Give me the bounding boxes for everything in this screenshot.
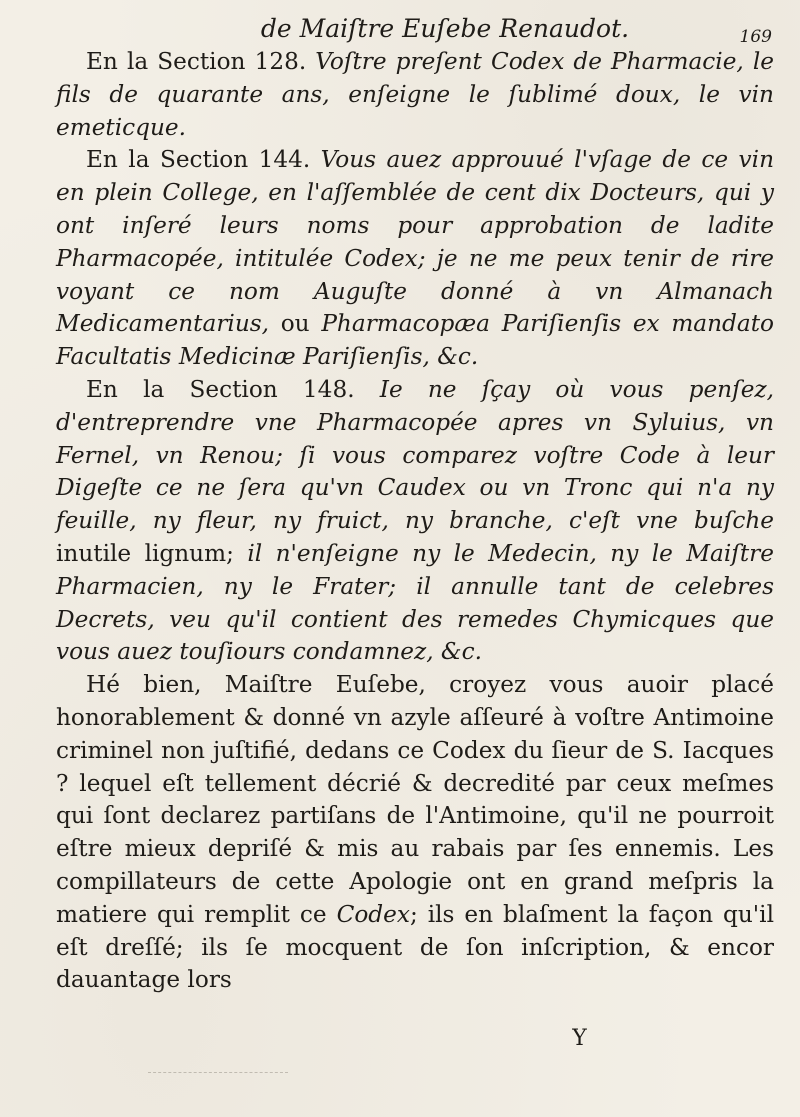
roman-text: ou bbox=[269, 310, 322, 338]
running-title: de Maiſtre Euſebe Renaudot. bbox=[260, 14, 630, 43]
quoted-passage: Vous auez approuué l'vſage de ce vin en plein College, en l'aſſemblée de cent dix Docteurs, qui y ont inſeré leurs noms pour approbation de ladite Pharmacopée, intitulée Codex; je ne me peux tenir de rire voyant ce nom Auguſte donné à vn Almanach Medicamentarius, bbox=[56, 146, 774, 338]
paragraph-section-148 bbox=[56, 374, 774, 669]
codex-word: Codex bbox=[336, 900, 410, 928]
quoted-passage: Pharmacopæa Pariſienſis ex mandato Facultatis Medicinæ Pariſienſis, &c. bbox=[56, 310, 775, 371]
section-lead: En la Section 144. bbox=[86, 146, 321, 174]
quoted-passage: Ie ne ſçay où vous penſez, d'entreprendre vne Pharmacopée apres vn Syluius, vn Fernel, vn Renou; ſi vous comparez voſtre Code à leur Digeſte ce ne ſera qu'vn Caudex ou vn Tronc qui n'a ny feuille, ny fleur, ny fruict, ny branche, c'eſt vne buſche bbox=[56, 375, 775, 535]
body-text bbox=[56, 46, 774, 997]
paragraph-commentary bbox=[56, 669, 774, 997]
signature-mark: Y bbox=[572, 1026, 588, 1051]
paragraph-section-128 bbox=[56, 46, 774, 144]
section-lead: En la Section 148. bbox=[86, 375, 380, 403]
quoted-passage: il n'enſeigne ny le Medecin, ny le Maiſtre Pharmacien, ny le Frater; il annulle tant de celebres Decrets, veu qu'il contient des remedes Chymicques que vous auez touſiours condamnez, &c. bbox=[56, 539, 774, 666]
scan-smudge bbox=[148, 1072, 288, 1083]
page-number: 169 bbox=[739, 27, 772, 47]
commentary-text: ; ils en blaſment la façon qu'il eſt dreſſé; ils ſe mocquent de ſon inſcription, & encor dauantage lors bbox=[56, 900, 774, 994]
paragraph-section-144 bbox=[56, 144, 774, 374]
commentary-text: Hé bien, Maiſtre Euſebe, croyez vous auoir placé honorablement & donné vn azyle aſſeuré à voſtre Antimoine criminel non juſtifié, dedans ce Codex du ſieur de S. Iacques ? lequel eſt tellement décrié & decredité par ceux meſmes qui ſont declarez partiſans de l'Antimoine, qu'il ne pourroit eſtre mieux depriſé & mis au rabais par ſes ennemis. Les compillateurs de cette Apologie ont en grand meſpris la matiere qui remplit ce bbox=[56, 671, 774, 928]
roman-text: inutile lignum; bbox=[56, 539, 248, 567]
quoted-passage: Voſtre preſent Codex de Pharmacie, le fils de quarante ans, enſeigne le ſublimé doux, le vin emeticque. bbox=[56, 48, 775, 141]
section-lead: En la Section 128. bbox=[86, 48, 316, 75]
running-head bbox=[56, 12, 774, 46]
